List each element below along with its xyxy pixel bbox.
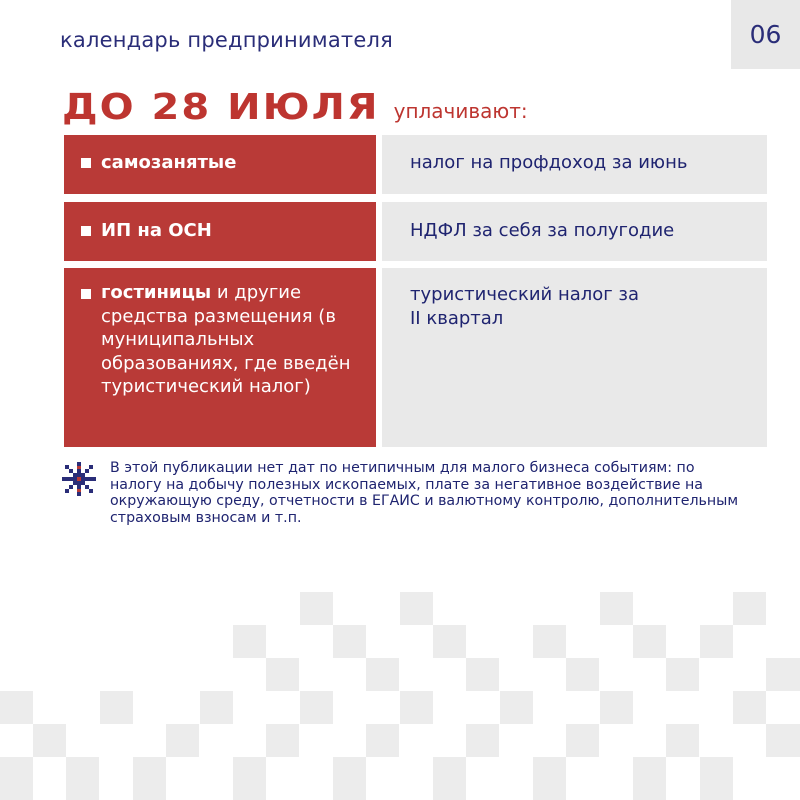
taxpayer-desc: и другие средства размещения (в муниципальных образованиях, где введён туристический налог) xyxy=(101,282,351,397)
taxpayer-name: ИП на ОСН xyxy=(101,220,212,241)
taxpayer-cell xyxy=(64,268,376,447)
tax-row xyxy=(64,135,767,194)
taxpayer-text xyxy=(101,151,361,175)
square-bullet-icon xyxy=(81,289,91,299)
deadline-suffix: уплачивают: xyxy=(393,99,528,123)
tax-cell xyxy=(382,135,767,194)
page-number: 06 xyxy=(749,20,782,49)
page-number-box xyxy=(731,0,800,69)
taxpayer-cell xyxy=(64,202,376,261)
deadline-date: ДО 28 ИЮЛЯ xyxy=(62,86,380,128)
taxpayer-text xyxy=(101,219,361,243)
taxpayer-name: гостиницы xyxy=(101,282,212,303)
taxpayer-name: самозанятые xyxy=(101,152,237,173)
tax-cell xyxy=(382,268,767,447)
tax-cell xyxy=(382,202,767,261)
square-bullet-icon xyxy=(81,226,91,236)
tax-row xyxy=(64,202,767,261)
taxpayer-text xyxy=(101,281,361,399)
header-title: календарь предпринимателя xyxy=(60,28,393,52)
tax-text: НДФЛ за себя за полугодие xyxy=(410,220,675,241)
snowflake-pixel-icon xyxy=(62,462,96,496)
deadline-heading xyxy=(62,82,528,128)
tax-text: туристический налог за II квартал xyxy=(410,284,640,329)
tax-text: налог на профдоход за июнь xyxy=(410,152,688,173)
square-bullet-icon xyxy=(81,158,91,168)
tax-row xyxy=(64,268,767,447)
taxpayer-cell xyxy=(64,135,376,194)
disclaimer-note: В этой публикации нет дат по нетипичным для малого бизнеса событиям: по налогу на добычу полезных ископаемых, плате за негативное воздействие на окружающую среду, отчетности в ЕГАИС и валютному контролю, дополнительным страховым взносам и т.п. xyxy=(110,460,739,526)
